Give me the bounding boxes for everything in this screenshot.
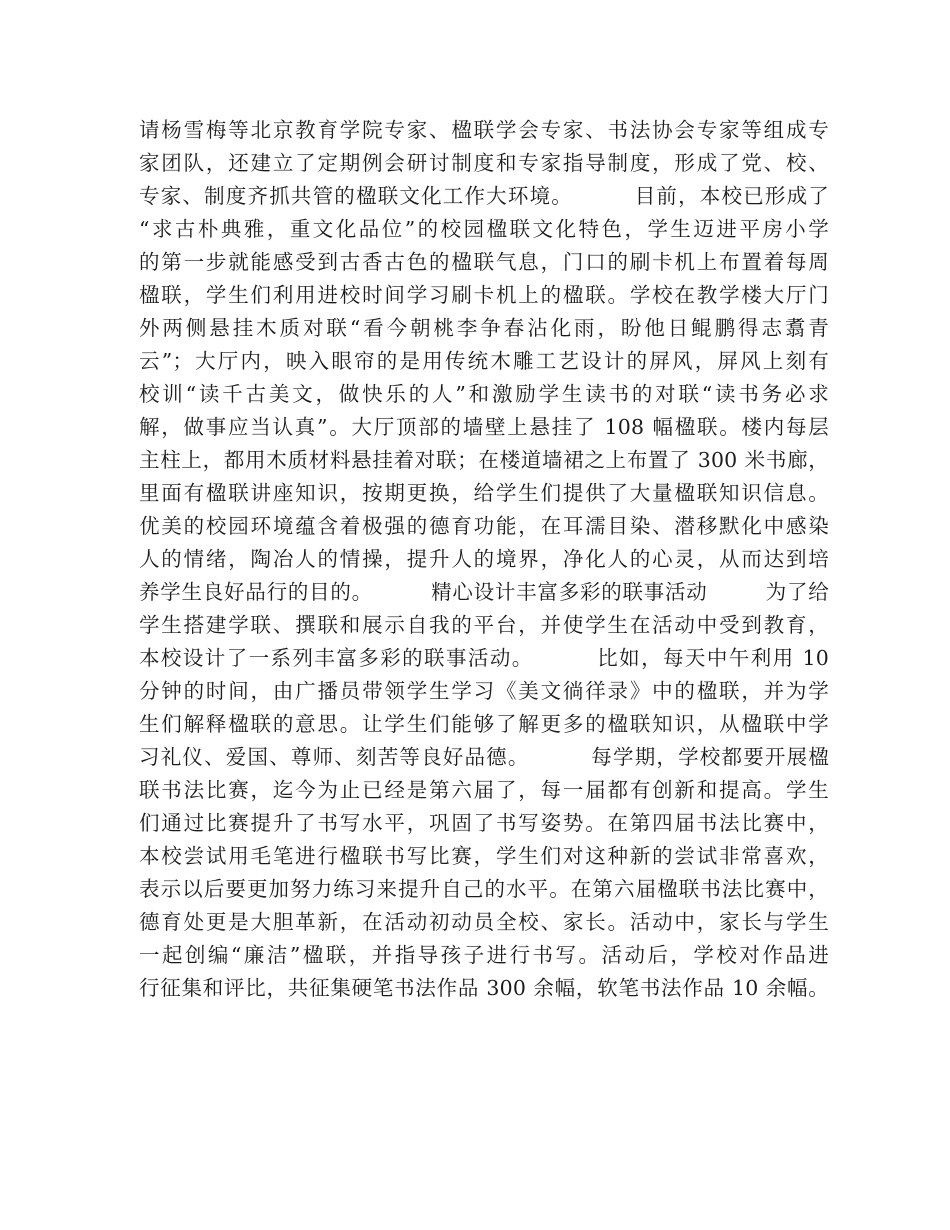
text-line: 们通过比赛提升了书写水平，巩固了书写姿势。在第四届书法比赛中， [139,811,829,835]
text-line: 主柱上，都用木质材料悬挂着对联；在楼道墙裙之上布置了 300 米书廊， [139,448,829,472]
text-line: 优美的校园环境蕴含着极强的德育功能，在耳濡目染、潜移默化中感染 [139,514,829,538]
text-line: 养学生良好品行的目的。 精心设计丰富多彩的联事活动 为了给 [139,580,829,604]
text-line: 表示以后要更加努力练习来提升自己的水平。在第六届楹联书法比赛中， [139,877,829,901]
text-line: 外两侧悬挂木质对联“看今朝桃李争春沾化雨，盼他日鲲鹏得志翥青 [139,316,829,340]
text-line: 家团队，还建立了定期例会研讨制度和专家指导制度，形成了党、校、 [139,151,829,175]
text-line: 习礼仪、爱国、尊师、刻苦等良好品德。 每学期，学校都要开展楹 [139,745,829,769]
text-line: 人的情绪，陶冶人的情操，提升人的境界，净化人的心灵，从而达到培 [139,547,829,571]
text-line: 一起创编“廉洁”楹联，并指导孩子进行书写。活动后，学校对作品进 [139,943,829,967]
text-line: 的第一步就能感受到古香古色的楹联气息，门口的刷卡机上布置着每周 [139,250,829,274]
text-line: 生们解释楹联的意思。让学生们能够了解更多的楹联知识，从楹联中学 [139,712,829,736]
text-line: 本校设计了一系列丰富多彩的联事活动。 比如，每天中午利用 10 [139,646,829,670]
text-line: 学生搭建学联、撰联和展示自我的平台，并使学生在活动中受到教育， [139,613,829,637]
text-line: 请杨雪梅等北京教育学院专家、楹联学会专家、书法协会专家等组成专 [139,118,829,142]
text-line: 校训“读千古美文，做快乐的人”和激励学生读书的对联“读书务必求 [139,382,829,406]
text-line: 里面有楹联讲座知识，按期更换，给学生们提供了大量楹联知识信息。 [139,481,829,505]
text-line: 楹联，学生们利用进校时间学习刷卡机上的楹联。学校在教学楼大厅门 [139,283,829,307]
body-text [139,114,829,1005]
text-line: 行征集和评比，共征集硬笔书法作品 300 余幅，软笔书法作品 10 余幅。 [139,976,829,1000]
text-line: 本校尝试用毛笔进行楹联书写比赛，学生们对这种新的尝试非常喜欢， [139,844,829,868]
text-line: 云”；大厅内，映入眼帘的是用传统木雕工艺设计的屏风，屏风上刻有 [139,349,829,373]
text-line: “求古朴典雅，重文化品位”的校园楹联文化特色，学生迈进平房小学 [139,217,829,241]
text-line: 德育处更是大胆革新，在活动初动员全校、家长。活动中，家长与学生 [139,910,829,934]
text-line: 专家、制度齐抓共管的楹联文化工作大环境。 目前，本校已形成了 [139,184,829,208]
text-line: 分钟的时间，由广播员带领学生学习《美文徜徉录》中的楹联，并为学 [139,679,829,703]
text-line: 联书法比赛，迄今为止已经是第六届了，每一届都有创新和提高。学生 [139,778,829,802]
text-line: 解，做事应当认真”。大厅顶部的墙壁上悬挂了 108 幅楹联。楼内每层 [139,415,829,439]
